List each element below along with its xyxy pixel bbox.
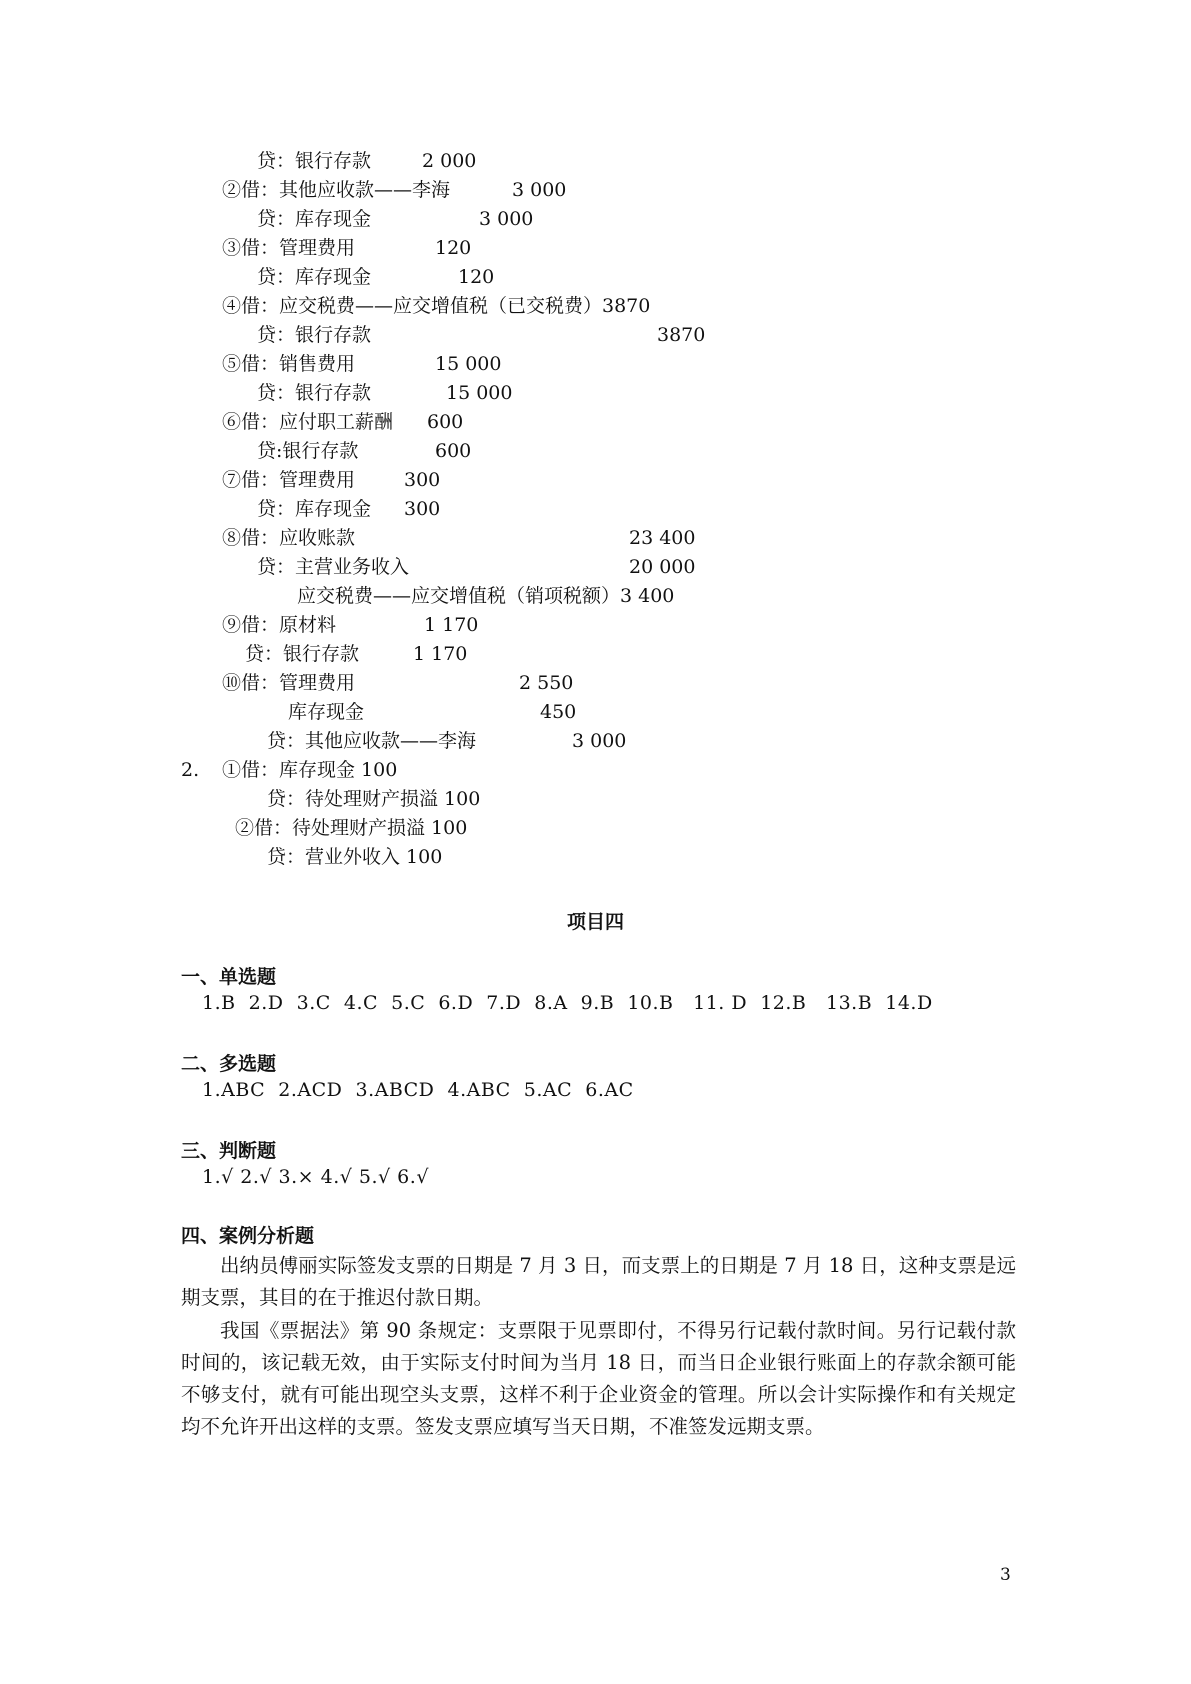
entry-line: [257, 149, 477, 173]
question-number: 2.: [181, 759, 200, 781]
entry-line: [267, 845, 443, 869]
entry-account: 贷:银行存款: [257, 440, 359, 462]
entry-account: ②借：待处理财产损溢 100: [235, 817, 468, 839]
entry-amount: 300: [404, 469, 441, 491]
single-choice-heading: 一、单选题: [181, 966, 277, 988]
entry-line: [235, 816, 468, 840]
entry-account: ③借：管理费用: [222, 237, 356, 259]
entry-amount: 1 170: [413, 643, 468, 665]
entry-amount: 23 400: [629, 527, 696, 549]
entry-line: [257, 265, 495, 289]
entry-amount: 1 170: [424, 614, 479, 636]
entry-amount: 300: [404, 498, 441, 520]
entry-line: [267, 729, 627, 753]
entry-account: ②借：其他应收款——李海: [222, 179, 451, 201]
entry-amount: 120: [435, 237, 472, 259]
entry-amount: 120: [458, 266, 495, 288]
page-number: 3: [1000, 1565, 1011, 1585]
entry-amount: 3 000: [479, 208, 534, 230]
entry-account: 应交税费——应交增值税（销项税额）3 400: [297, 585, 675, 607]
entry-line: [222, 526, 696, 550]
case-analysis-heading: 四、案例分析题: [181, 1225, 315, 1247]
entry-amount: 15 000: [446, 382, 513, 404]
judgment-heading: 三、判断题: [181, 1140, 277, 1162]
entry-line: [257, 439, 472, 463]
entry-line: [222, 613, 479, 637]
entry-account: ④借：应交税费——应交增值税（已交税费）3870: [222, 295, 651, 317]
entry-account: 贷：银行存款: [257, 382, 372, 404]
entry-amount: 600: [427, 411, 464, 433]
entry-line: [181, 758, 398, 782]
entry-line: [222, 178, 567, 202]
entry-line: [267, 787, 481, 811]
entry-amount: 3 000: [572, 730, 627, 752]
entry-amount: 2 000: [422, 150, 477, 172]
entry-amount: 450: [540, 701, 577, 723]
entry-account: 贷：库存现金: [257, 266, 372, 288]
entry-line: [222, 410, 464, 434]
multiple-choice-heading: 二、多选题: [181, 1053, 277, 1075]
entry-amount: 3 000: [512, 179, 567, 201]
entry-account: 贷：营业外收入 100: [267, 846, 443, 868]
entry-line: [257, 323, 706, 347]
entry-account: ⑩借：管理费用: [222, 672, 356, 694]
entry-account: 贷：银行存款: [257, 324, 372, 346]
entry-account: 贷：库存现金: [257, 208, 372, 230]
entry-account: ⑧借：应收账款: [222, 527, 356, 549]
entry-line: [222, 352, 502, 376]
entry-account: ⑨借：原材料: [222, 614, 337, 636]
entry-account: ⑥借：应付职工薪酬: [222, 411, 394, 433]
entry-account: 贷：其他应收款——李海: [267, 730, 477, 752]
judgment-answers: 1.√ 2.√ 3.× 4.√ 5.√ 6.√: [202, 1166, 429, 1188]
entry-line: [222, 468, 441, 492]
entry-line: [222, 294, 651, 318]
entry-line: [257, 555, 696, 579]
entry-line: [257, 497, 441, 521]
single-choice-answers: 1.B 2.D 3.C 4.C 5.C 6.D 7.D 8.A 9.B 10.B 11. D 12.B 13.B 14.D: [202, 992, 933, 1014]
entry-account: ⑦借：管理费用: [222, 469, 356, 491]
entry-line: [257, 207, 534, 231]
entry-account: 库存现金: [288, 701, 365, 723]
entry-amount: 2 550: [519, 672, 574, 694]
entry-account: ⑤借：销售费用: [222, 353, 356, 375]
case-paragraph: 我国《票据法》第 90 条规定：支票限于见票即付，不得另行记载付款时间。另行记载付款时间的，该记载无效，由于实际支付时间为当月 18 日，而当日企业银行账面上的存款余额可能不够支付，就有可能出现空头支票，这样不利于企业资金的管理。所以会计实际操作和有关规定均不允许开出这样的支票。签发支票应填写当天日期，不准签发远期支票。: [181, 1319, 1016, 1438]
entry-account: 贷：银行存款: [257, 150, 372, 172]
entry-account: 贷：主营业务收入: [257, 556, 410, 578]
section-title: 项目四: [566, 911, 624, 933]
entry-line: [222, 236, 472, 260]
entry-account: 贷：待处理财产损溢 100: [267, 788, 481, 810]
entry-account: ①借：库存现金 100: [222, 759, 398, 781]
entry-amount: 3870: [657, 324, 706, 346]
entry-account: 贷：库存现金: [257, 498, 372, 520]
entry-line: [222, 671, 574, 695]
entry-line: [297, 584, 675, 608]
entry-line: [257, 381, 513, 405]
entry-amount: 15 000: [435, 353, 502, 375]
multiple-choice-answers: 1.ABC 2.ACD 3.ABCD 4.ABC 5.AC 6.AC: [202, 1079, 634, 1101]
entry-line: [245, 642, 468, 666]
entry-account: 贷：银行存款: [245, 643, 360, 665]
entry-line: [288, 700, 577, 724]
entry-amount: 600: [435, 440, 472, 462]
entry-amount: 20 000: [629, 556, 696, 578]
case-paragraph: 出纳员傅丽实际签发支票的日期是 7 月 3 日，而支票上的日期是 7 月 18 日，这种支票是远期支票，其目的在于推迟付款日期。: [181, 1254, 1016, 1309]
